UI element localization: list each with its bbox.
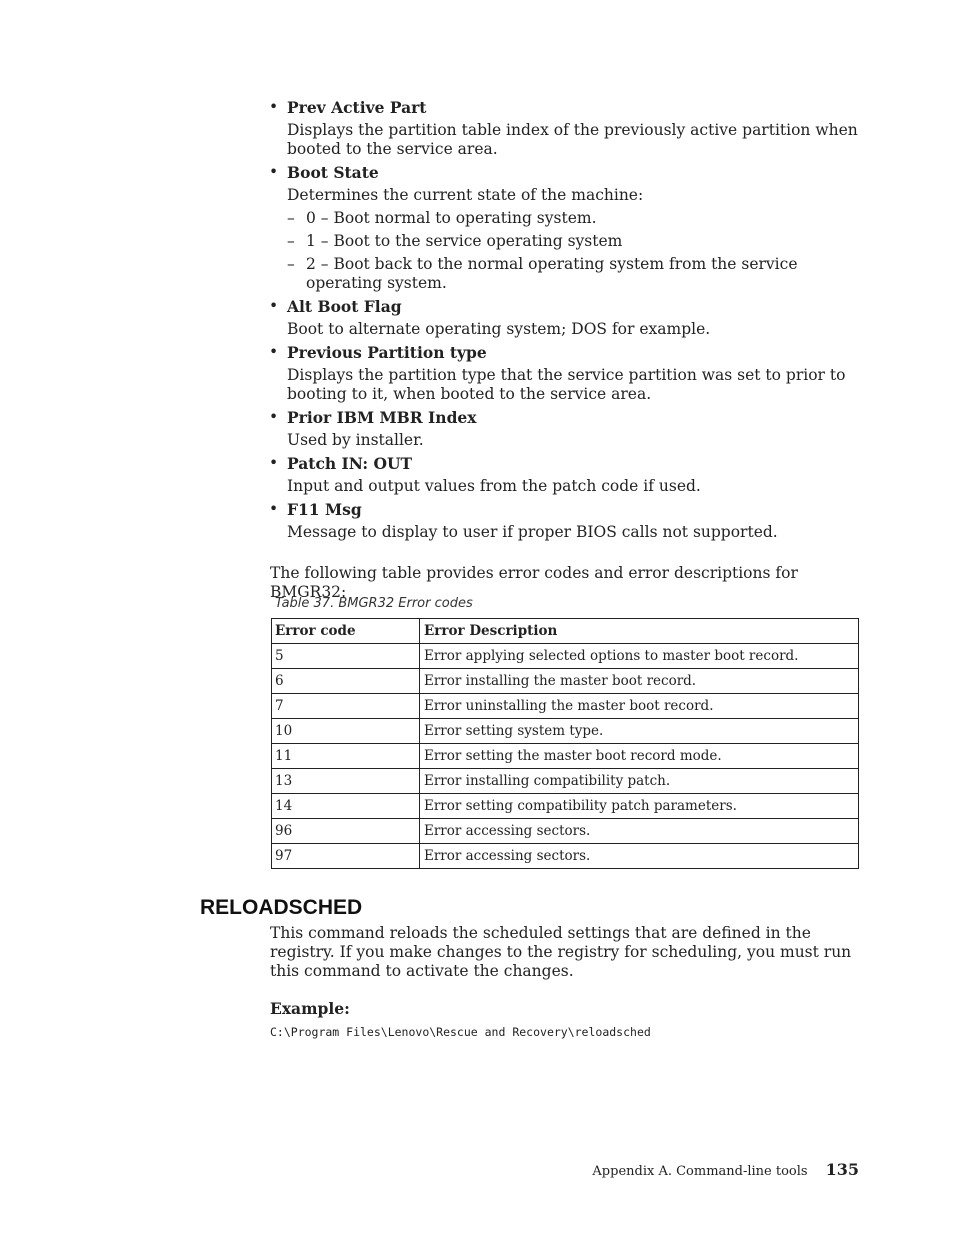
page-footer — [592, 1160, 859, 1181]
term-description: Displays the partition table index of the previously active partition when booted to the service area. — [287, 121, 858, 158]
bullet-marker: • — [269, 500, 279, 518]
error-description-cell: Error uninstalling the master boot record. — [420, 694, 859, 719]
table-row — [272, 769, 859, 794]
bullet-marker: • — [269, 98, 279, 116]
term-description: Determines the current state of the machine: — [287, 186, 644, 204]
error-code-cell: 7 — [272, 694, 420, 719]
table-caption: Table 37. BMGR32 Error codes — [275, 596, 473, 611]
error-description-cell: Error accessing sectors. — [420, 819, 859, 844]
term-prior-ibm-mbr-index: Prior IBM MBR Index — [287, 408, 477, 427]
table-row — [272, 644, 859, 669]
column-header-error-description: Error Description — [420, 619, 859, 644]
error-description-cell: Error setting system type. — [420, 719, 859, 744]
example-code: C:\Program Files\Lenovo\Rescue and Recovery\reloadsched — [270, 1025, 651, 1039]
example-label: Example: — [270, 999, 350, 1018]
term-patch-in-out: Patch IN: OUT — [287, 454, 413, 473]
bullet-marker: • — [269, 297, 279, 315]
list-item — [269, 500, 869, 542]
error-code-cell: 11 — [272, 744, 420, 769]
table-row — [272, 694, 859, 719]
error-code-cell: 13 — [272, 769, 420, 794]
error-code-cell: 10 — [272, 719, 420, 744]
dash-marker: – — [287, 232, 295, 250]
list-item — [269, 408, 869, 450]
error-code-cell: 6 — [272, 669, 420, 694]
footer-chapter-title: Appendix A. Command-line tools — [592, 1164, 808, 1179]
list-item — [269, 163, 869, 293]
table-row — [272, 794, 859, 819]
table-row — [272, 844, 859, 869]
list-item — [269, 297, 869, 339]
page-number: 135 — [825, 1160, 859, 1179]
bullet-marker: • — [269, 408, 279, 426]
sub-list-item — [287, 255, 869, 293]
term-boot-state: Boot State — [287, 163, 379, 182]
error-code-cell: 14 — [272, 794, 420, 819]
sub-list-item — [287, 232, 869, 251]
term-alt-boot-flag: Alt Boot Flag — [287, 297, 402, 316]
sub-item-text: 0 – Boot normal to operating system. — [306, 209, 597, 227]
error-description-cell: Error setting compatibility patch parameters. — [420, 794, 859, 819]
sub-list-item — [287, 209, 869, 228]
term-f11-msg: F11 Msg — [287, 500, 362, 519]
error-codes-table — [271, 618, 859, 869]
error-description-cell: Error setting the master boot record mode. — [420, 744, 859, 769]
term-description: Input and output values from the patch code if used. — [287, 477, 701, 495]
list-item — [269, 454, 869, 496]
table-row — [272, 819, 859, 844]
term-description: Displays the partition type that the service partition was set to prior to booting to it, when booted to the service area. — [287, 366, 846, 403]
term-previous-partition-type: Previous Partition type — [287, 343, 487, 362]
error-description-cell: Error accessing sectors. — [420, 844, 859, 869]
section-body: This command reloads the scheduled settings that are defined in the registry. If you make changes to the registry for scheduling, you must run this command to activate the changes. — [270, 924, 852, 980]
column-header-error-code: Error code — [272, 619, 420, 644]
bullet-marker: • — [269, 454, 279, 472]
term-description: Used by installer. — [287, 431, 424, 449]
error-code-cell: 5 — [272, 644, 420, 669]
table-row — [272, 744, 859, 769]
sub-item-text: 2 – Boot back to the normal operating system from the service operating system. — [306, 255, 798, 292]
error-description-cell: Error applying selected options to master boot record. — [420, 644, 859, 669]
table-row — [272, 669, 859, 694]
table-intro: The following table provides error codes and error descriptions for BMGR32: — [270, 564, 798, 601]
error-description-cell: Error installing compatibility patch. — [420, 769, 859, 794]
dash-marker: – — [287, 255, 295, 273]
section-heading: RELOADSCHED — [200, 896, 363, 919]
term-description: Message to display to user if proper BIOS calls not supported. — [287, 523, 778, 541]
term-prev-active-part: Prev Active Part — [287, 98, 427, 117]
table-row — [272, 719, 859, 744]
error-code-cell: 96 — [272, 819, 420, 844]
list-item — [269, 343, 869, 404]
bullet-marker: • — [269, 163, 279, 181]
list-item — [269, 98, 869, 159]
dash-marker: – — [287, 209, 295, 227]
sub-item-text: 1 – Boot to the service operating system — [306, 232, 623, 250]
bullet-marker: • — [269, 343, 279, 361]
error-description-cell: Error installing the master boot record. — [420, 669, 859, 694]
error-code-cell: 97 — [272, 844, 420, 869]
table-header-row — [272, 619, 859, 644]
term-description: Boot to alternate operating system; DOS for example. — [287, 320, 711, 338]
definition-list — [269, 98, 869, 546]
